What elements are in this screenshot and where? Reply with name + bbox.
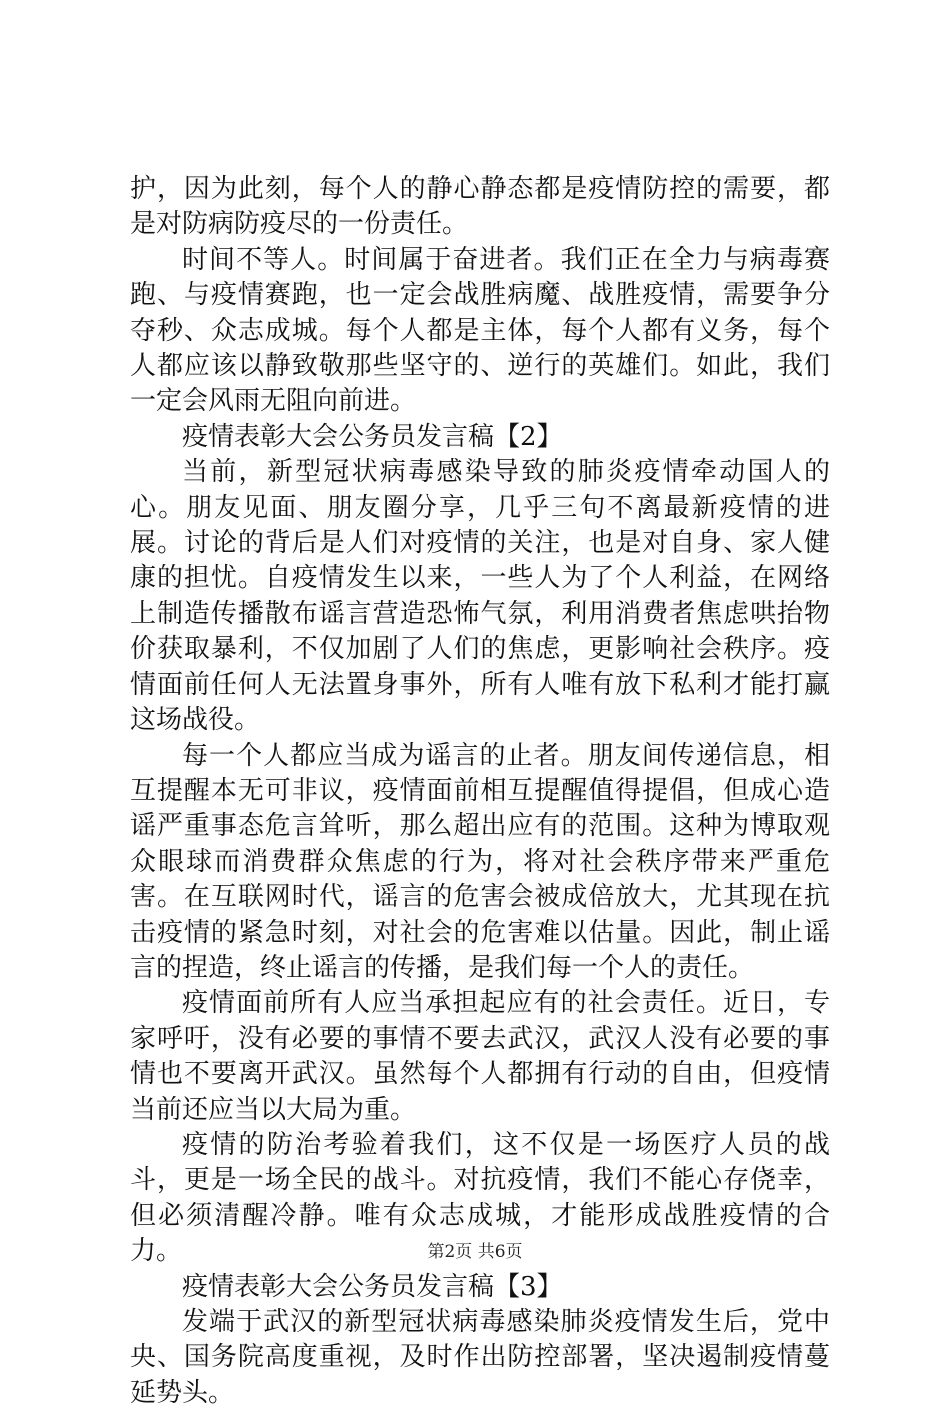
- paragraph: 每一个人都应当成为谣言的止者。朋友间传递信息，相互提醒本无可非议，疫情面前相互提醒值得提倡，但成心造谣严重事态危言耸听，那么超出应有的范围。这种为博取观众眼球而消费群众焦虑的行为，将对社会秩序带来严重危害。在互联网时代，谣言的危害会被成倍放大，尤其现在抗击疫情的紧急时刻，对社会的危害难以估量。因此，制止谣言的捏造，终止谣言的传播，是我们每一个人的责任。: [130, 740, 830, 983]
- paragraph: 当前，新型冠状病毒感染导致的肺炎疫情牵动国人的心。朋友见面、朋友圈分享，几乎三句不离最新疫情的进展。讨论的背后是人们对疫情的关注，也是对自身、家人健康的担忧。自疫情发生以来，一些人为了个人利益，在网络上制造传播散布谣言营造恐怖气氛，利用消费者焦虑哄抬物价获取暴利，不仅加剧了人们的焦虑，更影响社会秩序。疫情面前任何人无法置身事外，所有人唯有放下私利才能打赢这场战役。: [130, 457, 830, 736]
- paragraph: 疫情的防治考验着我们，这不仅是一场医疗人员的战斗，更是一场全民的战斗。对抗疫情，我们不能心存侥幸，但必须清醒冷静。唯有众志成城，才能形成战胜疫情的合力。: [130, 1129, 830, 1267]
- paragraph-continued: 护，因为此刻，每个人的静心静态都是疫情防控的需要，都是对防病防疫尽的一份责任。: [130, 174, 830, 240]
- section-heading-2: 疫情表彰大会公务员发言稿【2】: [182, 421, 563, 452]
- section-heading-3: 疫情表彰大会公务员发言稿【3】: [182, 1271, 563, 1302]
- paragraph: 时间不等人。时间属于奋进者。我们正在全力与病毒赛跑、与疫情赛跑，也一定会战胜病魔、战胜疫情，需要争分夺秒、众志成城。每个人都是主体，每个人都有义务，每个人都应该以静致敬那些坚守的、逆行的英雄们。如此，我们一定会风雨无阻向前进。: [130, 244, 830, 417]
- page-number-footer: 第2页 共6页: [427, 1242, 523, 1262]
- document-body: [130, 172, 830, 1411]
- paragraph: 疫情面前所有人应当承担起应有的社会责任。近日，专家呼吁，没有必要的事情不要去武汉，武汉人没有必要的事情也不要离开武汉。虽然每个人都拥有行动的自由，但疫情当前还应当以大局为重。: [130, 988, 830, 1125]
- paragraph: 发端于武汉的新型冠状病毒感染肺炎疫情发生后，党中央、国务院高度重视，及时作出防控部署，坚决遏制疫情蔓延势头。: [130, 1307, 830, 1408]
